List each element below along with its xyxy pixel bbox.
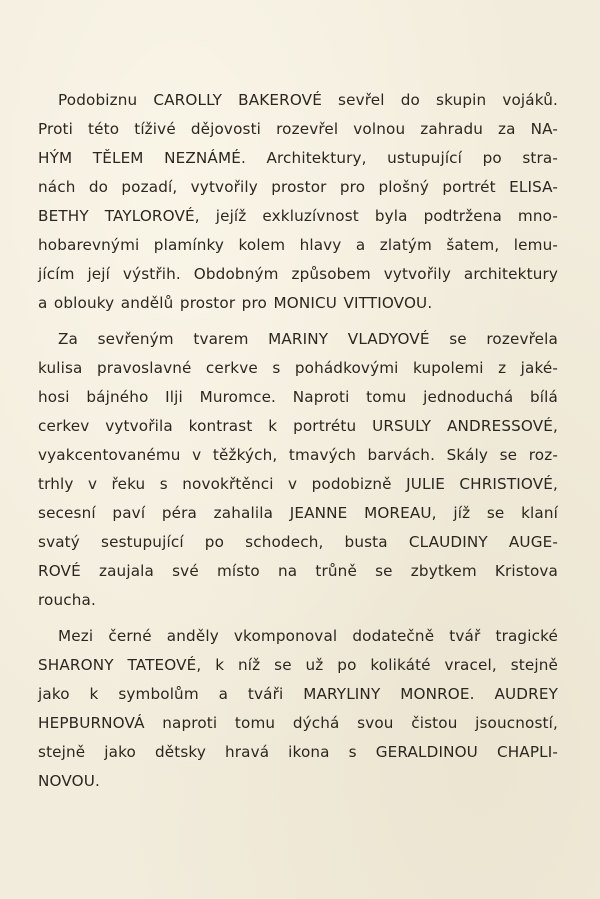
text-line: BETHY TAYLOROVÉ, jejíž exkluzívnost byla podtržena mno- [38,207,558,225]
text-line: jako k symbolům a tváři MARYLINY MONROE. AUDREY [38,685,558,703]
text-line: Proti této tíživé dějovosti rozevřel volnou zahradu za NA- [38,120,558,138]
text-line: Mezi černé anděly vkomponoval dodatečně tvář tragické [58,627,558,645]
text-line: roucha. [38,591,96,609]
text-line: HÝM TĚLEM NEZNÁMÉ. Architektury, ustupující po stra- [38,149,558,167]
paragraph-spacer [38,318,558,325]
text-line: stejně jako dětsky hravá ikona s GERALDINOU CHAPLI- [38,743,558,761]
text-line: trhly v řeku s novokřtěnci v podobizně JULIE CHRISTIOVÉ, [38,475,558,493]
text-line: hobarevnými plamínky kolem hlavy a zlatým šatem, lemu- [38,236,558,254]
body-text [38,86,558,796]
text-line: hosi bájného Ilji Muromce. Naproti tomu jednoduchá bílá [38,388,558,406]
text-line: Podobiznu CAROLLY BAKEROVÉ sevřel do skupin vojáků. [58,91,558,109]
text-line: NOVOU. [38,772,100,790]
text-line: ROVÉ zaujala své místo na trůně se zbytkem Kristova [38,562,558,580]
text-line: cerkev vytvořila kontrast k portrétu URSULY ANDRESSOVÉ, [38,417,558,435]
text-line: svatý sestupující po schodech, busta CLAUDINY AUGE- [38,533,558,551]
text-line: nách do pozadí, vytvořily prostor pro plošný portrét ELISA- [38,178,558,196]
text-line: SHARONY TATEOVÉ, k níž se už po kolikáté vracel, stejně [38,656,558,674]
text-line: Za sevřeným tvarem MARINY VLADYOVÉ se rozevřela [58,330,558,348]
text-line: HEPBURNOVÁ naproti tomu dýchá svou čistou jsoucností, [38,714,558,732]
text-line: a oblouky andělů prostor pro MONICU VITTIOVOU. [38,294,433,312]
paragraph-1 [38,86,558,318]
paragraph-3 [38,622,558,796]
text-line: kulisa pravoslavné cerkve s pohádkovými kupolemi z jaké- [38,359,558,377]
text-line: jícím její výstřih. Obdobným způsobem vytvořily architektury [38,265,558,283]
paragraph-spacer [38,615,558,622]
text-line: secesní paví péra zahalila JEANNE MOREAU, jíž se klaní [38,504,558,522]
text-line: vyakcentovanému v těžkých, tmavých barvách. Skály se roz- [38,446,558,464]
paragraph-2 [38,325,558,615]
